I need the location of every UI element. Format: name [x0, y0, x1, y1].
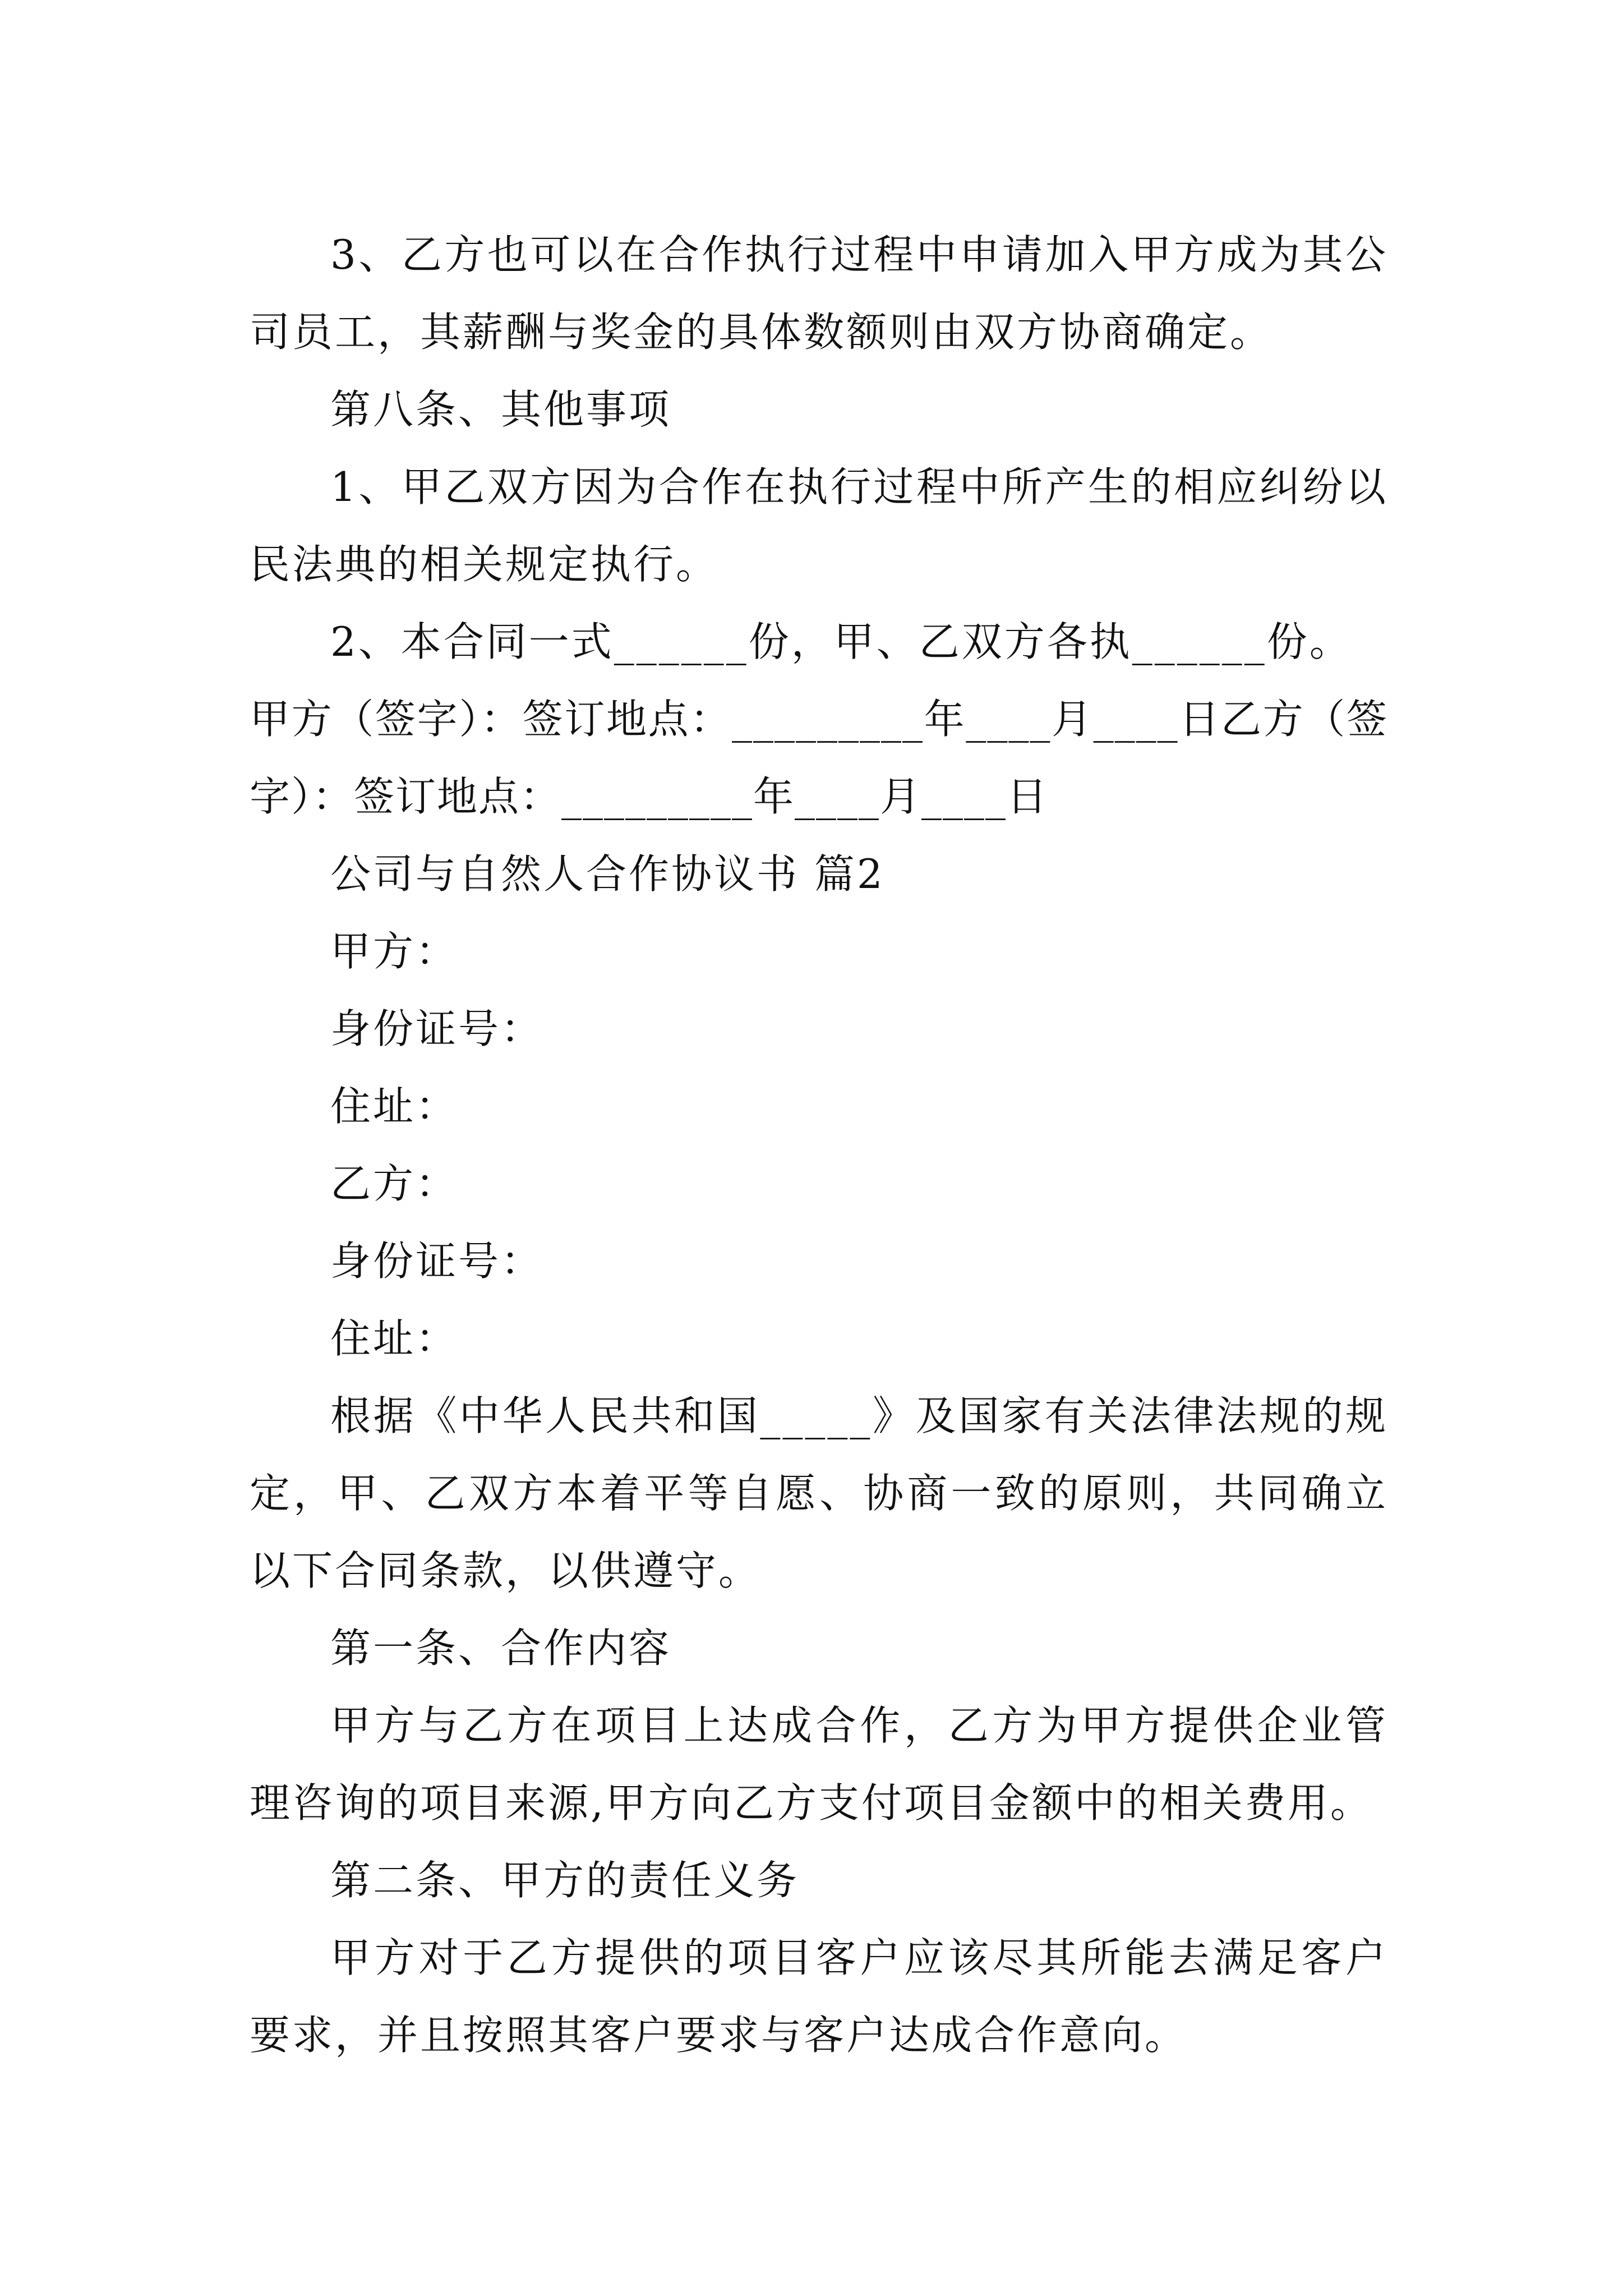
signature-line: 甲方（签字）：签订地点：_________年____月____日乙方（签字）：签订地点：_________年____月____日	[250, 696, 1388, 820]
heading-article-2: 第二条、甲方的责任义务	[330, 1857, 800, 1904]
paragraph-clause-3: 3、乙方也可以在合作执行过程中申请加入甲方成为其公司员工，其薪酬与奖金的具体数额则由双方协商确定。	[250, 231, 1388, 356]
party-a-label: 甲方：	[330, 928, 459, 975]
party-a-id-label: 身份证号：	[330, 1005, 544, 1052]
paragraph-item-1: 1、甲乙双方因为合作在执行过程中所产生的相应纠纷以民法典的相关规定执行。	[250, 463, 1388, 588]
heading-article-8: 第八条、其他事项	[330, 386, 672, 433]
heading-article-1: 第一条、合作内容	[330, 1625, 672, 1672]
preamble-paragraph: 根据《中华人民共和国_____》及国家有关法律法规的规定，甲、乙双方本着平等自愿、协商一致的原则，共同确立以下合同条款，以供遵守。	[250, 1392, 1388, 1594]
document-body	[250, 216, 1388, 2074]
party-b-address-label: 住址：	[330, 1315, 459, 1362]
party-b-id-label: 身份证号：	[330, 1237, 544, 1285]
paragraph-party-a-duties: 甲方对于乙方提供的项目客户应该尽其所能去满足客户要求，并且按照其客户要求与客户达成合作意向。	[250, 1934, 1388, 2059]
party-b-label: 乙方：	[330, 1160, 459, 1207]
section-title: 公司与自然人合作协议书 篇2	[330, 850, 885, 898]
paragraph-item-2: 2、本合同一式______份，甲、乙双方各执______份。	[330, 618, 1352, 665]
party-a-address-label: 住址：	[330, 1083, 459, 1130]
paragraph-cooperation-content: 甲方与乙方在项目上达成合作，乙方为甲方提供企业管理咨询的项目来源,甲方向乙方支付项目金额中的相关费用。	[250, 1702, 1388, 1826]
